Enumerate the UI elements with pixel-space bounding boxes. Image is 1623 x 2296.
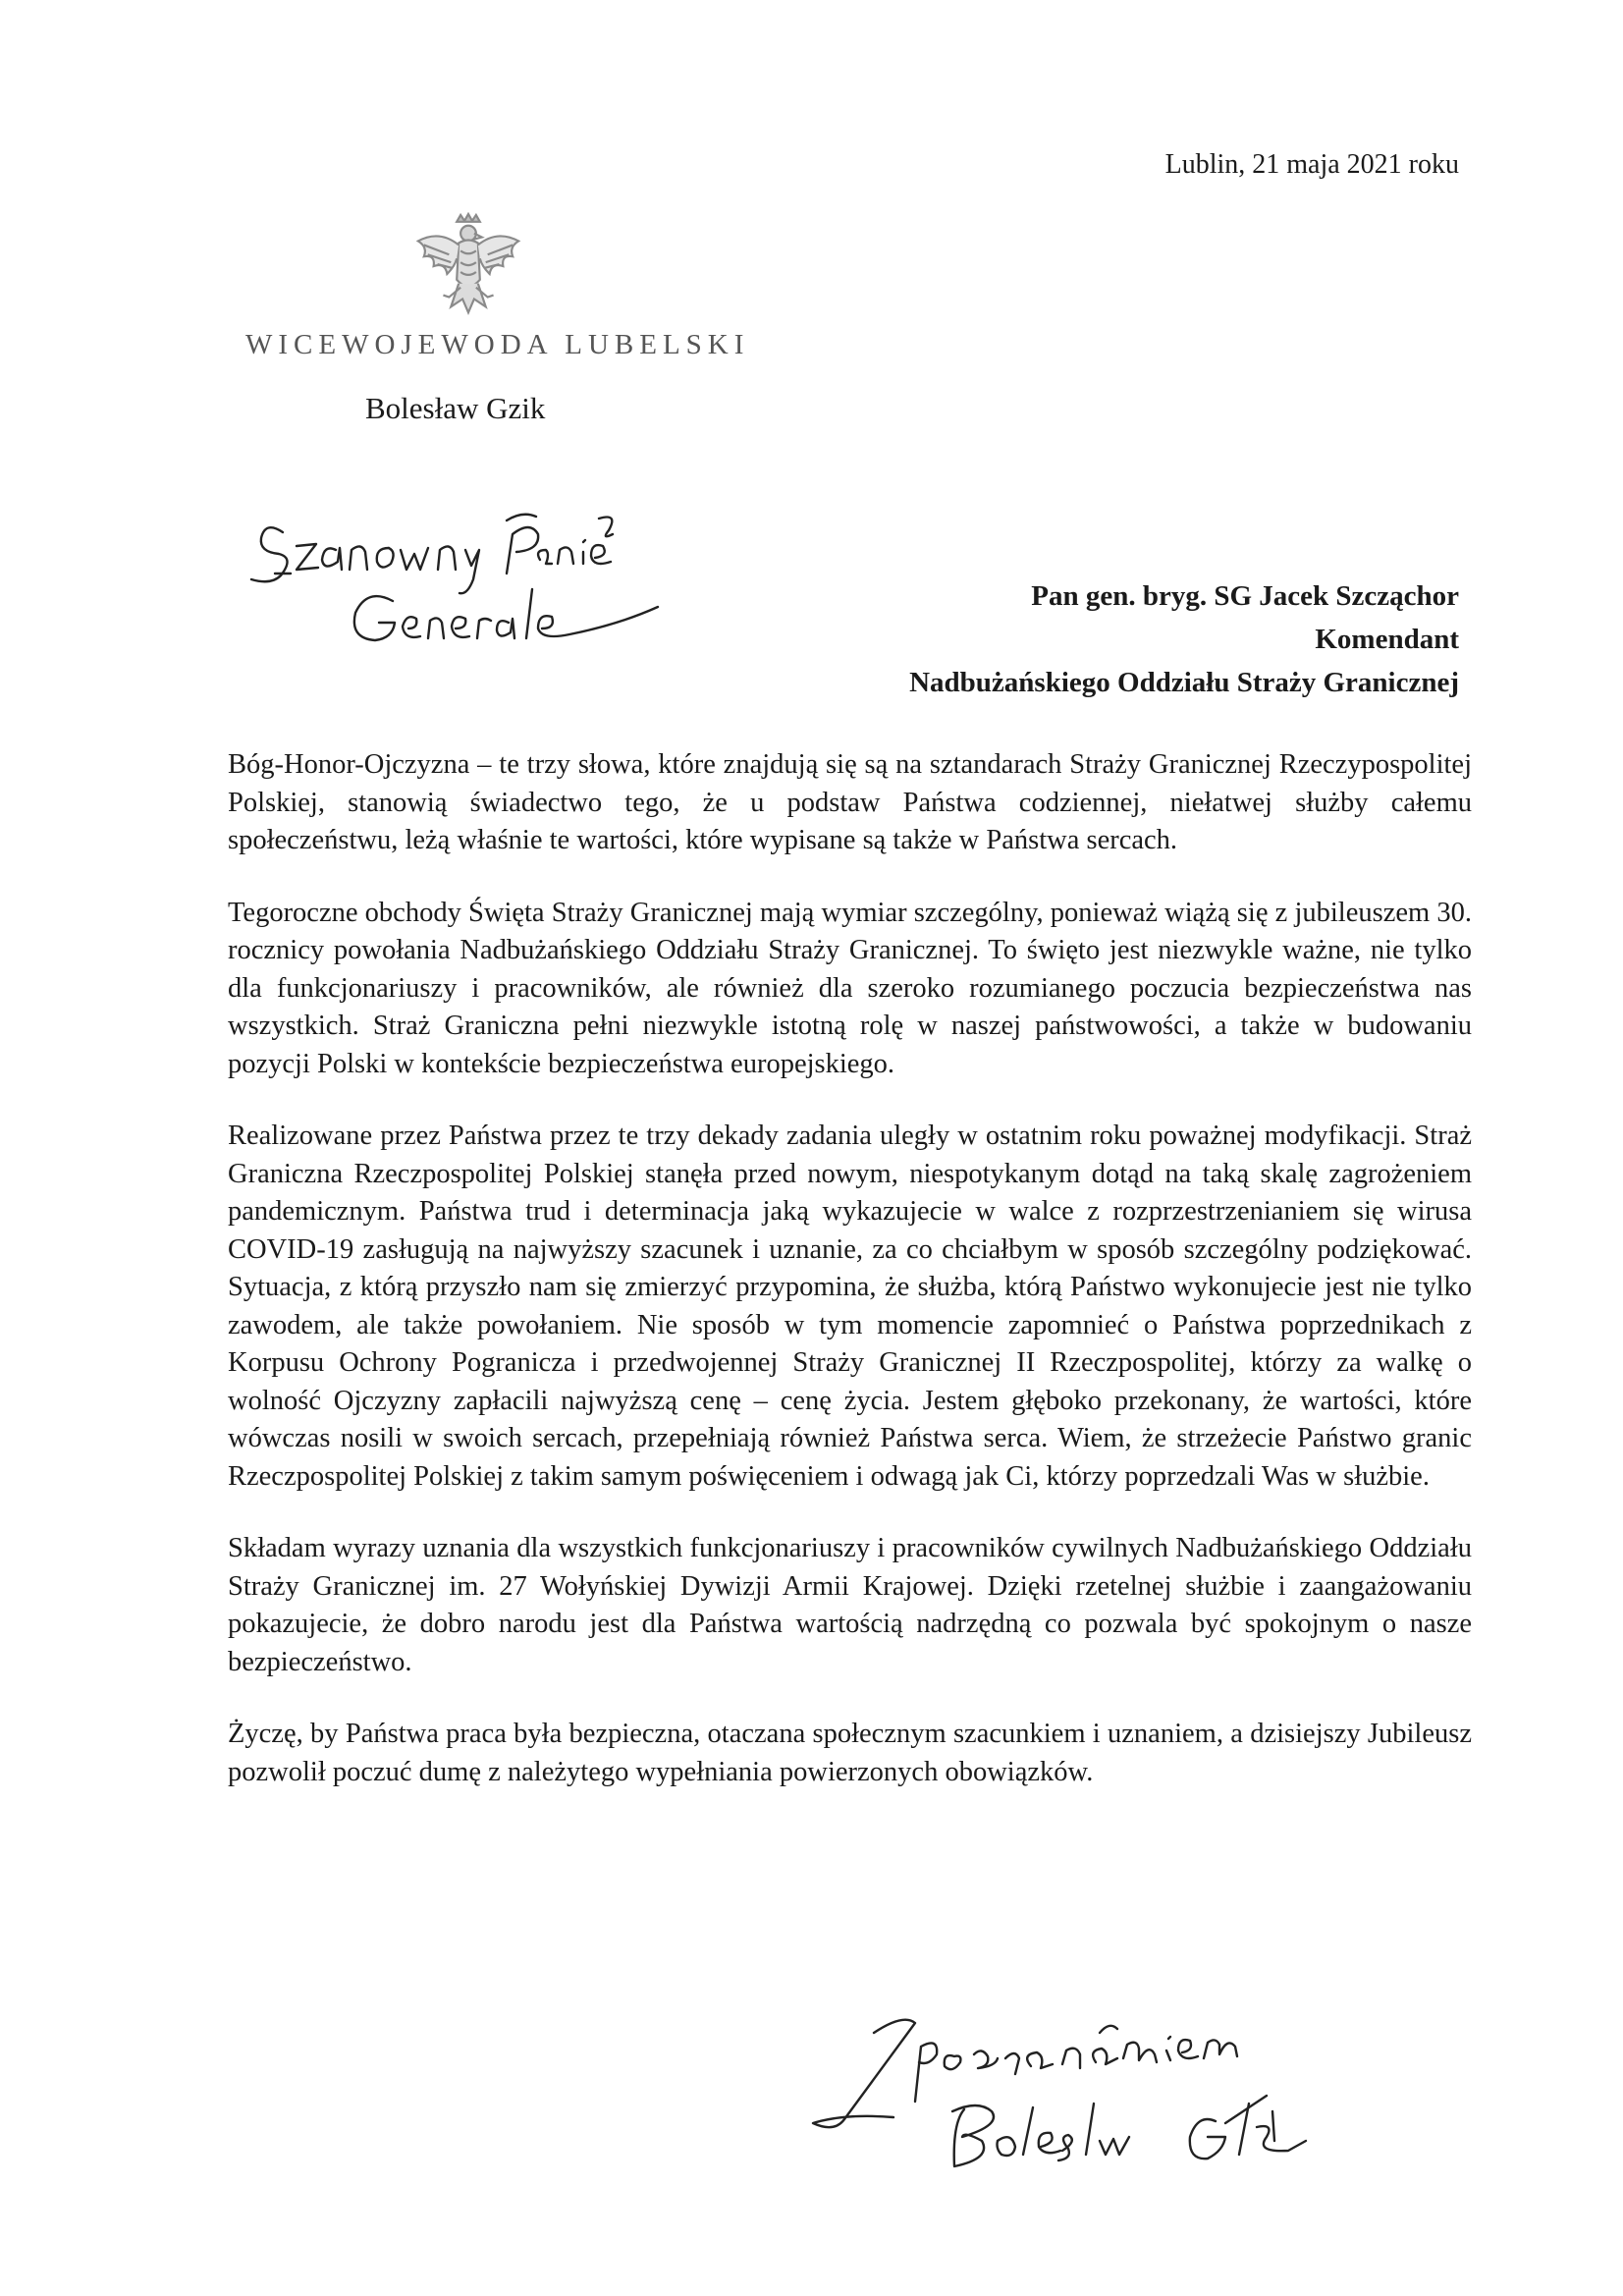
recipient-block [909, 574, 1459, 704]
official-name: Bolesław Gzik [365, 391, 546, 425]
recipient-name: Pan gen. bryg. SG Jacek Szcząchor [1031, 580, 1459, 612]
letter-body [228, 746, 1472, 1826]
office-title: WICEWOJEWODA LUBELSKI [245, 329, 750, 360]
place-date: Lublin, 21 maja 2021 roku [1164, 149, 1459, 180]
body-paragraph-2: Tegoroczne obchody Święta Straży Granicznej mają wymiar szczególny, ponieważ wiążą się z jubileuszem 30. rocznicy powołania Nadbużańskiego Oddziału Straży Granicznej. To święto jest niezwykle ważne, nie tylko dla funkcjonariuszy i pracowników, ale również dla szeroko rozumianego poczucia bezpieczeństwa nas wszystkich. Straż Graniczna pełni niezwykle istotną rolę w naszej państwowości, a także w budowaniu pozycji Polski w kontekście bezpieczeństwa europejskiego. [228, 897, 1472, 1079]
recipient-position: Komendant [1315, 624, 1459, 655]
handwritten-signature [805, 1994, 1355, 2200]
body-paragraph-5: Życzę, by Państwa praca była bezpieczna, otaczana społecznym szacunkiem i uznaniem, a dzisiejszy Jubileusz pozwolił poczuć dumę z należytego wypełniania powierzonych obowiązków. [228, 1719, 1472, 1787]
recipient-unit: Nadbużańskiego Oddziału Straży Granicznej [909, 667, 1459, 698]
body-paragraph-1: Bóg-Honor-Ojczyzna – te trzy słowa, które znajdują się są na sztandarach Straży Granicznej Rzeczypospolitej Polskiej, stanowią świadectwo tego, że u podstaw Państwa codziennej, niełatwej służby całemu społeczeństwu, leżą właśnie te wartości, które wypisane są także w Państwa sercach. [228, 749, 1472, 855]
body-paragraph-3: Realizowane przez Państwa przez te trzy dekady zadania uległy w ostatnim roku poważnej modyfikacji. Straż Graniczna Rzeczpospolitej Polskiej stanęła przed nowym, niespotykanym dotąd na taką skalę zagrożeniem pandemicznym. Państwa trud i determinacja jaką wykazujecie w walce z rozprzestrzenianiem się wirusa COVID-19 zasługują na najwyższy szacunek i uznanie, za co chciałbym w sposób szczególny podziękować. Sytuacja, z którą przyszło nam się zmierzyć przypomina, że służba, którą Państwo wykonujecie jest nie tylko zawodem, ale także powołaniem. Nie sposób w tym momencie zapomnieć o Państwa poprzednikach z Korpusu Ochrony Pogranicza i przedwojennej Straży Granicznej II Rzeczpospolitej, którzy za walkę o wolność Ojczyzny zapłacili najwyższą cenę – cenę życia. Jestem głęboko przekonany, że wartości, które wówczas nosili w swoich sercach, przepełniają również Państwa serca. Wiem, że strzeżecie Państwo granic Rzeczpospolitej Polskiej z takim samym poświęceniem i odwagą jak Ci, którzy poprzedzali Was w służbie. [228, 1121, 1472, 1492]
polish-eagle-emblem-icon [410, 211, 526, 329]
handwritten-greeting [245, 491, 697, 668]
body-paragraph-4: Składam wyrazy uznania dla wszystkich funkcjonariuszy i pracowników cywilnych Nadbużańskiego Oddziału Straży Granicznej im. 27 Wołyńskiej Dywizji Armii Krajowej. Dzięki rzetelnej służbie i zaangażowaniu pokazujecie, że dobro narodu jest dla Państwa wartością nadrzędną co pozwala być spokojnym o nasze bezpieczeństwo. [228, 1533, 1472, 1677]
